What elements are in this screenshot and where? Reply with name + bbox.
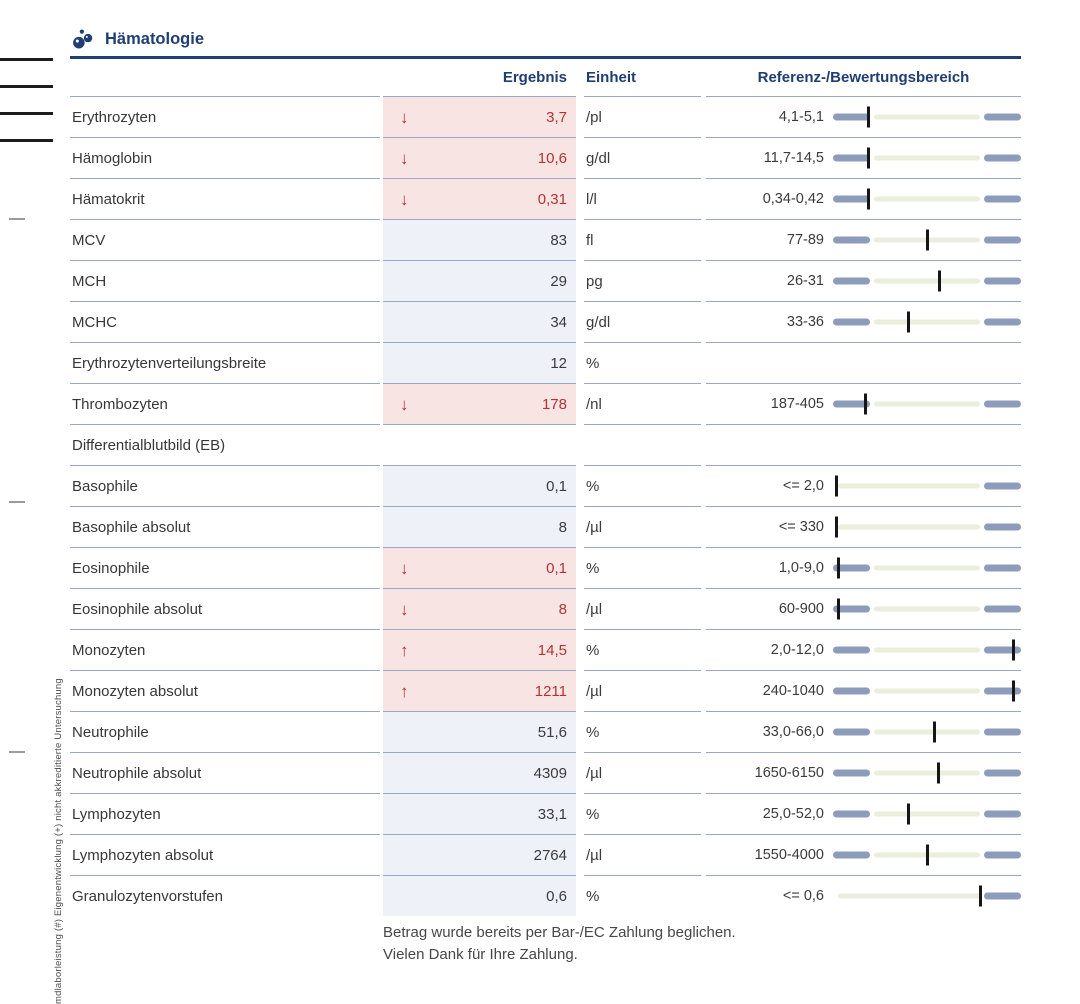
range-marker <box>837 558 840 579</box>
unit-label: % <box>584 629 701 670</box>
analyte-name: Monozyten <box>70 629 380 670</box>
table-section-row <box>70 424 1021 465</box>
reference-cell <box>706 178 1021 219</box>
range-bar <box>833 555 1021 581</box>
analyte-name: Neutrophile absolut <box>70 752 380 793</box>
result-value: 33,1 <box>537 805 567 823</box>
range-bar-low-segment <box>833 811 870 818</box>
reference-cell <box>706 260 1021 301</box>
unit-label: % <box>584 793 701 834</box>
reference-cell <box>706 670 1021 711</box>
result-cell <box>383 629 576 670</box>
result-cell <box>383 260 576 301</box>
range-bar-high-segment <box>984 606 1021 613</box>
range-bar-low-segment <box>833 237 870 244</box>
range-bar <box>833 719 1021 745</box>
unit-label: % <box>584 342 701 383</box>
range-marker <box>907 804 910 825</box>
analyte-name: Hämatokrit <box>70 178 380 219</box>
result-cell <box>383 793 576 834</box>
tick-mark-3 <box>9 751 25 753</box>
result-value: 12 <box>550 354 567 372</box>
result-cell <box>383 219 576 260</box>
range-bar-high-segment <box>984 114 1021 121</box>
range-bar-normal-segment <box>874 197 980 202</box>
range-bar <box>833 309 1021 335</box>
range-bar-high-segment <box>984 483 1021 490</box>
table-row <box>70 465 1021 506</box>
tick-mark-2 <box>9 501 25 503</box>
sidebar-legend-text: mdlaborleistung (#) Eigenentwicklung (+) nicht akkreditierte Untersuchung <box>53 678 64 1004</box>
reference-range-text: 26-31 <box>786 273 824 289</box>
unit-label: g/dl <box>584 137 701 178</box>
range-bar <box>833 842 1021 868</box>
reference-range-text: 11,7-14,5 <box>763 150 824 166</box>
result-cell <box>383 752 576 793</box>
range-bar <box>833 473 1021 499</box>
range-marker <box>937 763 940 784</box>
range-bar-high-segment <box>984 278 1021 285</box>
header-analyte <box>70 59 380 96</box>
reference-range-text: 77-89 <box>786 232 824 248</box>
analyte-name: Granulozytenvorstufen <box>70 875 380 916</box>
header-result: Ergebnis <box>502 69 567 86</box>
range-bar-low-segment <box>833 688 870 695</box>
unit-label: /µl <box>584 588 701 629</box>
flag-arrow-icon: ↓ <box>400 558 409 578</box>
result-cell <box>383 875 576 916</box>
reference-cell <box>706 547 1021 588</box>
reference-range-text: 1,0-9,0 <box>778 560 824 576</box>
analyte-name: Basophile absolut <box>70 506 380 547</box>
reference-range-text: 4,1-5,1 <box>778 109 824 125</box>
analyte-name: Erythrozyten <box>70 96 380 137</box>
result-cell <box>383 96 576 137</box>
payment-note-line2: Vielen Dank für Ihre Zahlung. <box>383 946 578 963</box>
reference-cell <box>706 137 1021 178</box>
range-bar <box>833 637 1021 663</box>
tick-mark-1 <box>9 218 25 220</box>
table-row <box>70 752 1021 793</box>
range-bar <box>833 145 1021 171</box>
range-marker <box>938 271 941 292</box>
table-row <box>70 96 1021 137</box>
result-value: 83 <box>550 231 567 249</box>
reference-cell <box>706 629 1021 670</box>
unit-label <box>584 424 701 465</box>
range-bar-normal-segment <box>838 525 980 530</box>
range-bar-normal-segment <box>838 484 980 489</box>
unit-label: fl <box>584 219 701 260</box>
result-value: 0,6 <box>546 887 567 905</box>
range-bar <box>833 596 1021 622</box>
range-marker <box>837 599 840 620</box>
reference-range-text: 2,0-12,0 <box>770 642 824 658</box>
range-marker <box>933 722 936 743</box>
result-value: 10,6 <box>537 149 567 167</box>
unit-label: l/l <box>584 178 701 219</box>
range-bar-normal-segment <box>874 156 980 161</box>
range-marker <box>979 886 982 907</box>
result-value: 0,1 <box>546 477 567 495</box>
reference-cell <box>706 301 1021 342</box>
unit-label: /µl <box>584 834 701 875</box>
analyte-name: Erythrozytenverteilungsbreite <box>70 342 380 383</box>
header-unit: Einheit <box>586 69 637 86</box>
reference-cell <box>706 793 1021 834</box>
table-row <box>70 793 1021 834</box>
fold-mark-4 <box>0 139 53 142</box>
header-reference: Referenz-/Bewertungsbereich <box>757 69 970 86</box>
range-bar-high-segment <box>984 893 1021 900</box>
analyte-name: Lymphozyten absolut <box>70 834 380 875</box>
flag-arrow-icon: ↓ <box>400 107 409 127</box>
range-bar-normal-segment <box>874 771 980 776</box>
result-cell <box>383 547 576 588</box>
reference-range-text: <= 2,0 <box>782 478 824 494</box>
table-row <box>70 137 1021 178</box>
result-value: 8 <box>558 600 567 618</box>
result-cell <box>383 424 576 465</box>
analyte-name: MCHC <box>70 301 380 342</box>
range-bar-low-segment <box>833 114 870 121</box>
table-body <box>70 96 1021 916</box>
range-bar-normal-segment <box>874 607 980 612</box>
range-bar-high-segment <box>984 811 1021 818</box>
table-row <box>70 547 1021 588</box>
flag-arrow-icon: ↑ <box>400 640 409 660</box>
range-bar <box>833 186 1021 212</box>
fold-mark-1 <box>0 58 53 61</box>
reference-cell <box>706 711 1021 752</box>
reference-range-text: 240-1040 <box>762 683 824 699</box>
range-bar <box>833 883 1021 909</box>
reference-range-text: 33,0-66,0 <box>762 724 824 740</box>
analyte-name: Hämoglobin <box>70 137 380 178</box>
table-row <box>70 260 1021 301</box>
reference-range-text: 60-900 <box>778 601 824 617</box>
unit-label: % <box>584 465 701 506</box>
result-cell <box>383 506 576 547</box>
analyte-name: Eosinophile <box>70 547 380 588</box>
table-row <box>70 670 1021 711</box>
payment-note-line1: Betrag wurde bereits per Bar-/EC Zahlung beglichen. <box>383 924 736 941</box>
analyte-name: Neutrophile <box>70 711 380 752</box>
result-cell <box>383 670 576 711</box>
result-value: 14,5 <box>537 641 567 659</box>
result-cell <box>383 711 576 752</box>
range-bar-low-segment <box>833 196 870 203</box>
blood-cells-icon <box>72 28 94 50</box>
flag-arrow-icon: ↓ <box>400 394 409 414</box>
table-row <box>70 301 1021 342</box>
range-marker <box>835 476 838 497</box>
range-bar-high-segment <box>984 688 1021 695</box>
range-bar-low-segment <box>833 155 870 162</box>
result-value: 34 <box>550 313 567 331</box>
fold-mark-3 <box>0 112 53 115</box>
range-bar <box>833 391 1021 417</box>
range-bar-normal-segment <box>874 320 980 325</box>
reference-range-text: <= 0,6 <box>782 888 824 904</box>
range-bar-high-segment <box>984 852 1021 859</box>
range-bar <box>833 801 1021 827</box>
range-bar-high-segment <box>984 196 1021 203</box>
range-bar-normal-segment <box>874 279 980 284</box>
range-bar-low-segment <box>833 278 870 285</box>
reference-range-text: 25,0-52,0 <box>762 806 824 822</box>
analyte-name: Thrombozyten <box>70 383 380 424</box>
analyte-name: Differentialblutbild (EB) <box>70 424 380 465</box>
reference-range-text: 0,34-0,42 <box>762 191 824 207</box>
reference-range-text: 33-36 <box>786 314 824 330</box>
range-bar <box>833 268 1021 294</box>
reference-cell <box>706 96 1021 137</box>
range-marker <box>1012 681 1015 702</box>
reference-cell <box>706 588 1021 629</box>
reference-range-text: 187-405 <box>770 396 824 412</box>
range-bar-low-segment <box>833 647 870 654</box>
range-bar-high-segment <box>984 237 1021 244</box>
page-title: Hämatologie <box>105 29 205 48</box>
fold-mark-2 <box>0 85 53 88</box>
table-row <box>70 506 1021 547</box>
result-value: 3,7 <box>546 108 567 126</box>
range-bar <box>833 227 1021 253</box>
range-bar-high-segment <box>984 401 1021 408</box>
table-row <box>70 178 1021 219</box>
table-row <box>70 383 1021 424</box>
table-row <box>70 219 1021 260</box>
result-cell <box>383 588 576 629</box>
analyte-name: Lymphozyten <box>70 793 380 834</box>
unit-label: g/dl <box>584 301 701 342</box>
table-row <box>70 588 1021 629</box>
range-marker <box>926 230 929 251</box>
flag-arrow-icon: ↓ <box>400 189 409 209</box>
result-value: 178 <box>541 395 567 413</box>
reference-range-text: 1550-4000 <box>754 847 824 863</box>
reference-cell <box>706 834 1021 875</box>
range-bar-low-segment <box>833 319 870 326</box>
range-marker <box>1012 640 1015 661</box>
range-bar-normal-segment <box>838 894 980 899</box>
unit-label: % <box>584 711 701 752</box>
table-row <box>70 711 1021 752</box>
unit-label: /pl <box>584 96 701 137</box>
range-bar-normal-segment <box>874 115 980 120</box>
unit-label: pg <box>584 260 701 301</box>
range-bar-high-segment <box>984 319 1021 326</box>
range-bar-normal-segment <box>874 648 980 653</box>
result-value: 2764 <box>533 846 567 864</box>
reference-cell <box>706 219 1021 260</box>
payment-note <box>383 922 1021 966</box>
range-bar-high-segment <box>984 770 1021 777</box>
range-bar-normal-segment <box>874 730 980 735</box>
analyte-name: Monozyten absolut <box>70 670 380 711</box>
reference-cell <box>706 383 1021 424</box>
table-row <box>70 875 1021 916</box>
lab-report <box>70 26 1021 966</box>
section-header <box>70 26 1021 52</box>
range-marker <box>867 148 870 169</box>
unit-label: % <box>584 875 701 916</box>
flag-arrow-icon: ↑ <box>400 681 409 701</box>
result-value: 4309 <box>533 764 567 782</box>
range-marker <box>867 107 870 128</box>
reference-cell <box>706 875 1021 916</box>
table-row <box>70 342 1021 383</box>
range-bar-normal-segment <box>874 566 980 571</box>
table-header-row <box>70 59 1021 96</box>
range-bar-normal-segment <box>874 812 980 817</box>
range-marker <box>835 517 838 538</box>
range-bar <box>833 678 1021 704</box>
range-bar-low-segment <box>833 852 870 859</box>
reference-range-text: 1650-6150 <box>754 765 824 781</box>
range-bar-high-segment <box>984 729 1021 736</box>
result-value: 1211 <box>534 682 567 700</box>
unit-label: % <box>584 547 701 588</box>
result-cell <box>383 465 576 506</box>
range-bar-high-segment <box>984 565 1021 572</box>
flag-arrow-icon: ↓ <box>400 599 409 619</box>
result-value: 0,1 <box>546 559 567 577</box>
range-bar-low-segment <box>833 770 870 777</box>
unit-label: /µl <box>584 670 701 711</box>
result-cell <box>383 342 576 383</box>
analyte-name: Basophile <box>70 465 380 506</box>
range-bar-low-segment <box>833 729 870 736</box>
result-cell <box>383 383 576 424</box>
range-bar <box>833 104 1021 130</box>
reference-cell <box>706 342 1021 383</box>
range-marker <box>864 394 867 415</box>
result-value: 8 <box>558 518 567 536</box>
range-bar <box>833 514 1021 540</box>
result-cell <box>383 137 576 178</box>
result-value: 0,31 <box>537 190 567 208</box>
reference-cell <box>706 752 1021 793</box>
range-bar-high-segment <box>984 155 1021 162</box>
range-bar-high-segment <box>984 524 1021 531</box>
analyte-name: MCH <box>70 260 380 301</box>
result-cell <box>383 301 576 342</box>
result-cell <box>383 178 576 219</box>
reference-cell <box>706 424 1021 465</box>
range-bar-normal-segment <box>874 402 980 407</box>
unit-label: /µl <box>584 752 701 793</box>
range-bar-normal-segment <box>874 689 980 694</box>
result-value: 51,6 <box>537 723 567 741</box>
range-marker <box>907 312 910 333</box>
range-marker <box>867 189 870 210</box>
range-bar-high-segment <box>984 647 1021 654</box>
analyte-name: MCV <box>70 219 380 260</box>
unit-label: /µl <box>584 506 701 547</box>
range-bar <box>833 760 1021 786</box>
table-row <box>70 629 1021 670</box>
range-marker <box>926 845 929 866</box>
flag-arrow-icon: ↓ <box>400 148 409 168</box>
unit-label: /nl <box>584 383 701 424</box>
reference-cell <box>706 506 1021 547</box>
result-value: 29 <box>550 272 567 290</box>
reference-range-text: <= 330 <box>778 519 824 535</box>
table-row <box>70 834 1021 875</box>
reference-cell <box>706 465 1021 506</box>
analyte-name: Eosinophile absolut <box>70 588 380 629</box>
result-cell <box>383 834 576 875</box>
